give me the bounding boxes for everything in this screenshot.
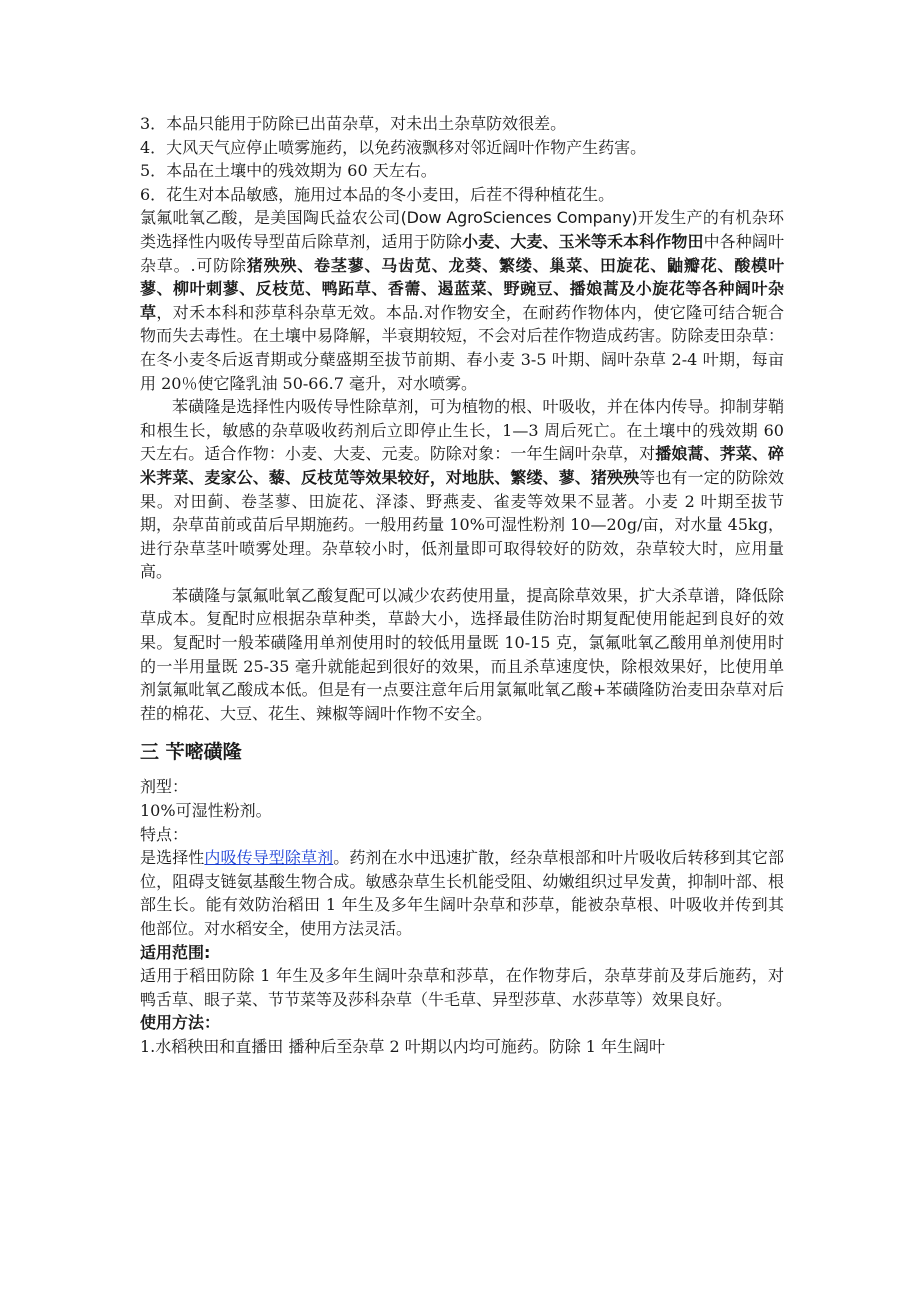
formulation-label: 剂型： bbox=[140, 777, 189, 797]
note-4: 4．大风天气应停止喷雾施药，以免药液飘移对邻近阔叶作物产生药害。 bbox=[140, 137, 647, 157]
features-label: 特点： bbox=[140, 824, 189, 844]
features-text: 是选择性内吸传导型除草剂。药剂在水中迅速扩散，经杂草根部和叶片吸收后转移到其它部位，阻碍支链氨基酸生物合成。敏感杂草生长机能受阻、幼嫩组织过早发黄，抑制叶部、根部生长。能有效防治稻田 1 年生及多年生阔叶杂草和莎草，能被杂草根、叶吸收并传到其他部位。对水稻安全，使用方法灵活。 bbox=[140, 848, 784, 938]
note-3: 3．本品只能用于防除已出苗杂草，对未出土杂草防效很差。 bbox=[140, 114, 567, 133]
paragraph-fluroxypyr: 氯氟吡氧乙酸，是美国陶氏益农公司(Dow AgroSciences Company)开发生产的有机杂环类选择性内吸传导型苗后除草剂，适用于防除小麦、大麦、玉米等禾本科作物田中各种阔叶杂草。.可防除猪殃殃、卷茎蓼、马齿苋、龙葵、繁缕、巢菜、田旋花、鼬瓣花、酸模叶蓼、柳叶刺蓼、反枝苋、鸭跖草、香薷、遏蓝菜、野豌豆、播娘蒿及小旋花等各种阔叶杂草，对禾本科和莎草科杂草无效。本品.对作物安全，在耐药作物体内，使它隆可结合轭合物而失去毒性。在土壤中易降解，半衰期较短，不会对后茬作物造成药害。防除麦田杂草：在冬小麦冬后返青期或分蘖盛期至拔节前期、春小麦 3-5 叶期、阔叶杂草 2-4 叶期，每亩用 20％使它隆乳油 50-66.7 毫升，对水喷雾。 bbox=[140, 208, 784, 393]
paragraph-combination: 苯磺隆与氯氟吡氧乙酸复配可以减少农药使用量，提高除草效果，扩大杀草谱，降低除草成本。复配时应根据杂草种类，草龄大小，选择最佳防治时期复配使用能起到良好的效果。复配时一般苯磺隆用单剂使用时的较低用量既 10-15 克，氯氟吡氧乙酸用单剂使用时的一半用量既 25-35 毫升就能起到很好的效果，而且杀草速度快，除根效果好，比使用单剂氯氟吡氧乙酸成本低。但是有一点要注意年后用氯氟吡氧乙酸+苯磺隆防治麦田杂草对后茬的棉花、大豆、花生、辣椒等阔叶作物不安全。 bbox=[140, 585, 784, 723]
scope-text: 适用于稻田防除 1 年生及多年生阔叶杂草和莎草，在作物芽后，杂草芽前及芽后施药，对鸭舌草、眼子菜、节节菜等及莎科杂草（牛毛草、异型莎草、水莎草等）效果良好。 bbox=[140, 966, 784, 1009]
document-page bbox=[140, 112, 784, 1059]
effective-weeds: 播娘蒿、荠菜、碎米荠菜、麦家公、藜、反枝苋等效果较好，对地肤、繁缕、蓼、猪殃殃 bbox=[140, 444, 784, 487]
usage-text: 1.水稻秧田和直播田 播种后至杂草 2 叶期以内均可施药。防除 1 年生阔叶 bbox=[140, 1036, 666, 1056]
herbicide-link[interactable]: 内吸传导型除草剂 bbox=[204, 848, 334, 868]
formulation-value: 10%可湿性粉剂。 bbox=[140, 801, 272, 821]
company-name: (Dow AgroSciences Company) bbox=[400, 208, 638, 228]
note-5: 5．本品在土壤中的残效期为 60 天左右。 bbox=[140, 161, 437, 181]
target-crops: 小麦、大麦、玉米等禾本科作物田 bbox=[462, 231, 704, 251]
target-weeds: 猪殃殃、卷茎蓼、马齿苋、龙葵、繁缕、巢菜、田旋花、鼬瓣花、酸模叶蓼、柳叶刺蓼、反枝苋、鸭跖草、香薷、遏蓝菜、野豌豆、播娘蒿及小旋花等各种阔叶杂草 bbox=[140, 255, 784, 322]
note-6: 6．花生对本品敏感，施用过本品的冬小麦田，后茬不得种植花生。 bbox=[140, 184, 615, 204]
usage-label: 使用方法： bbox=[140, 1013, 221, 1033]
scope-label: 适用范围: bbox=[140, 942, 211, 962]
section-heading: 三 苄嘧磺隆 bbox=[140, 741, 242, 764]
paragraph-tribenuron: 苯磺隆是选择性内吸传导性除草剂，可为植物的根、叶吸收，并在体内传导。抑制芽鞘和根生长，敏感的杂草吸收药剂后立即停止生长，1—3 周后死亡。在土壤中的残效期 60 天左右。适合作物：小麦、大麦、元麦。防除对象：一年生阔叶杂草，对播娘蒿、荠菜、碎米荠菜、麦家公、藜、反枝苋等效果较好，对地肤、繁缕、蓼、猪殃殃等也有一定的防除效果。对田蓟、卷茎蓼、田旋花、泽漆、野燕麦、雀麦等效果不显著。小麦 2 叶期至拔节期，杂草苗前或苗后早期施药。一般用药量 10%可湿性粉剂 10—20g/亩，对水量 45kg，进行杂草茎叶喷雾处理。杂草较小时，低剂量即可取得较好的防效，杂草较大时，应用量高。 bbox=[140, 397, 784, 582]
